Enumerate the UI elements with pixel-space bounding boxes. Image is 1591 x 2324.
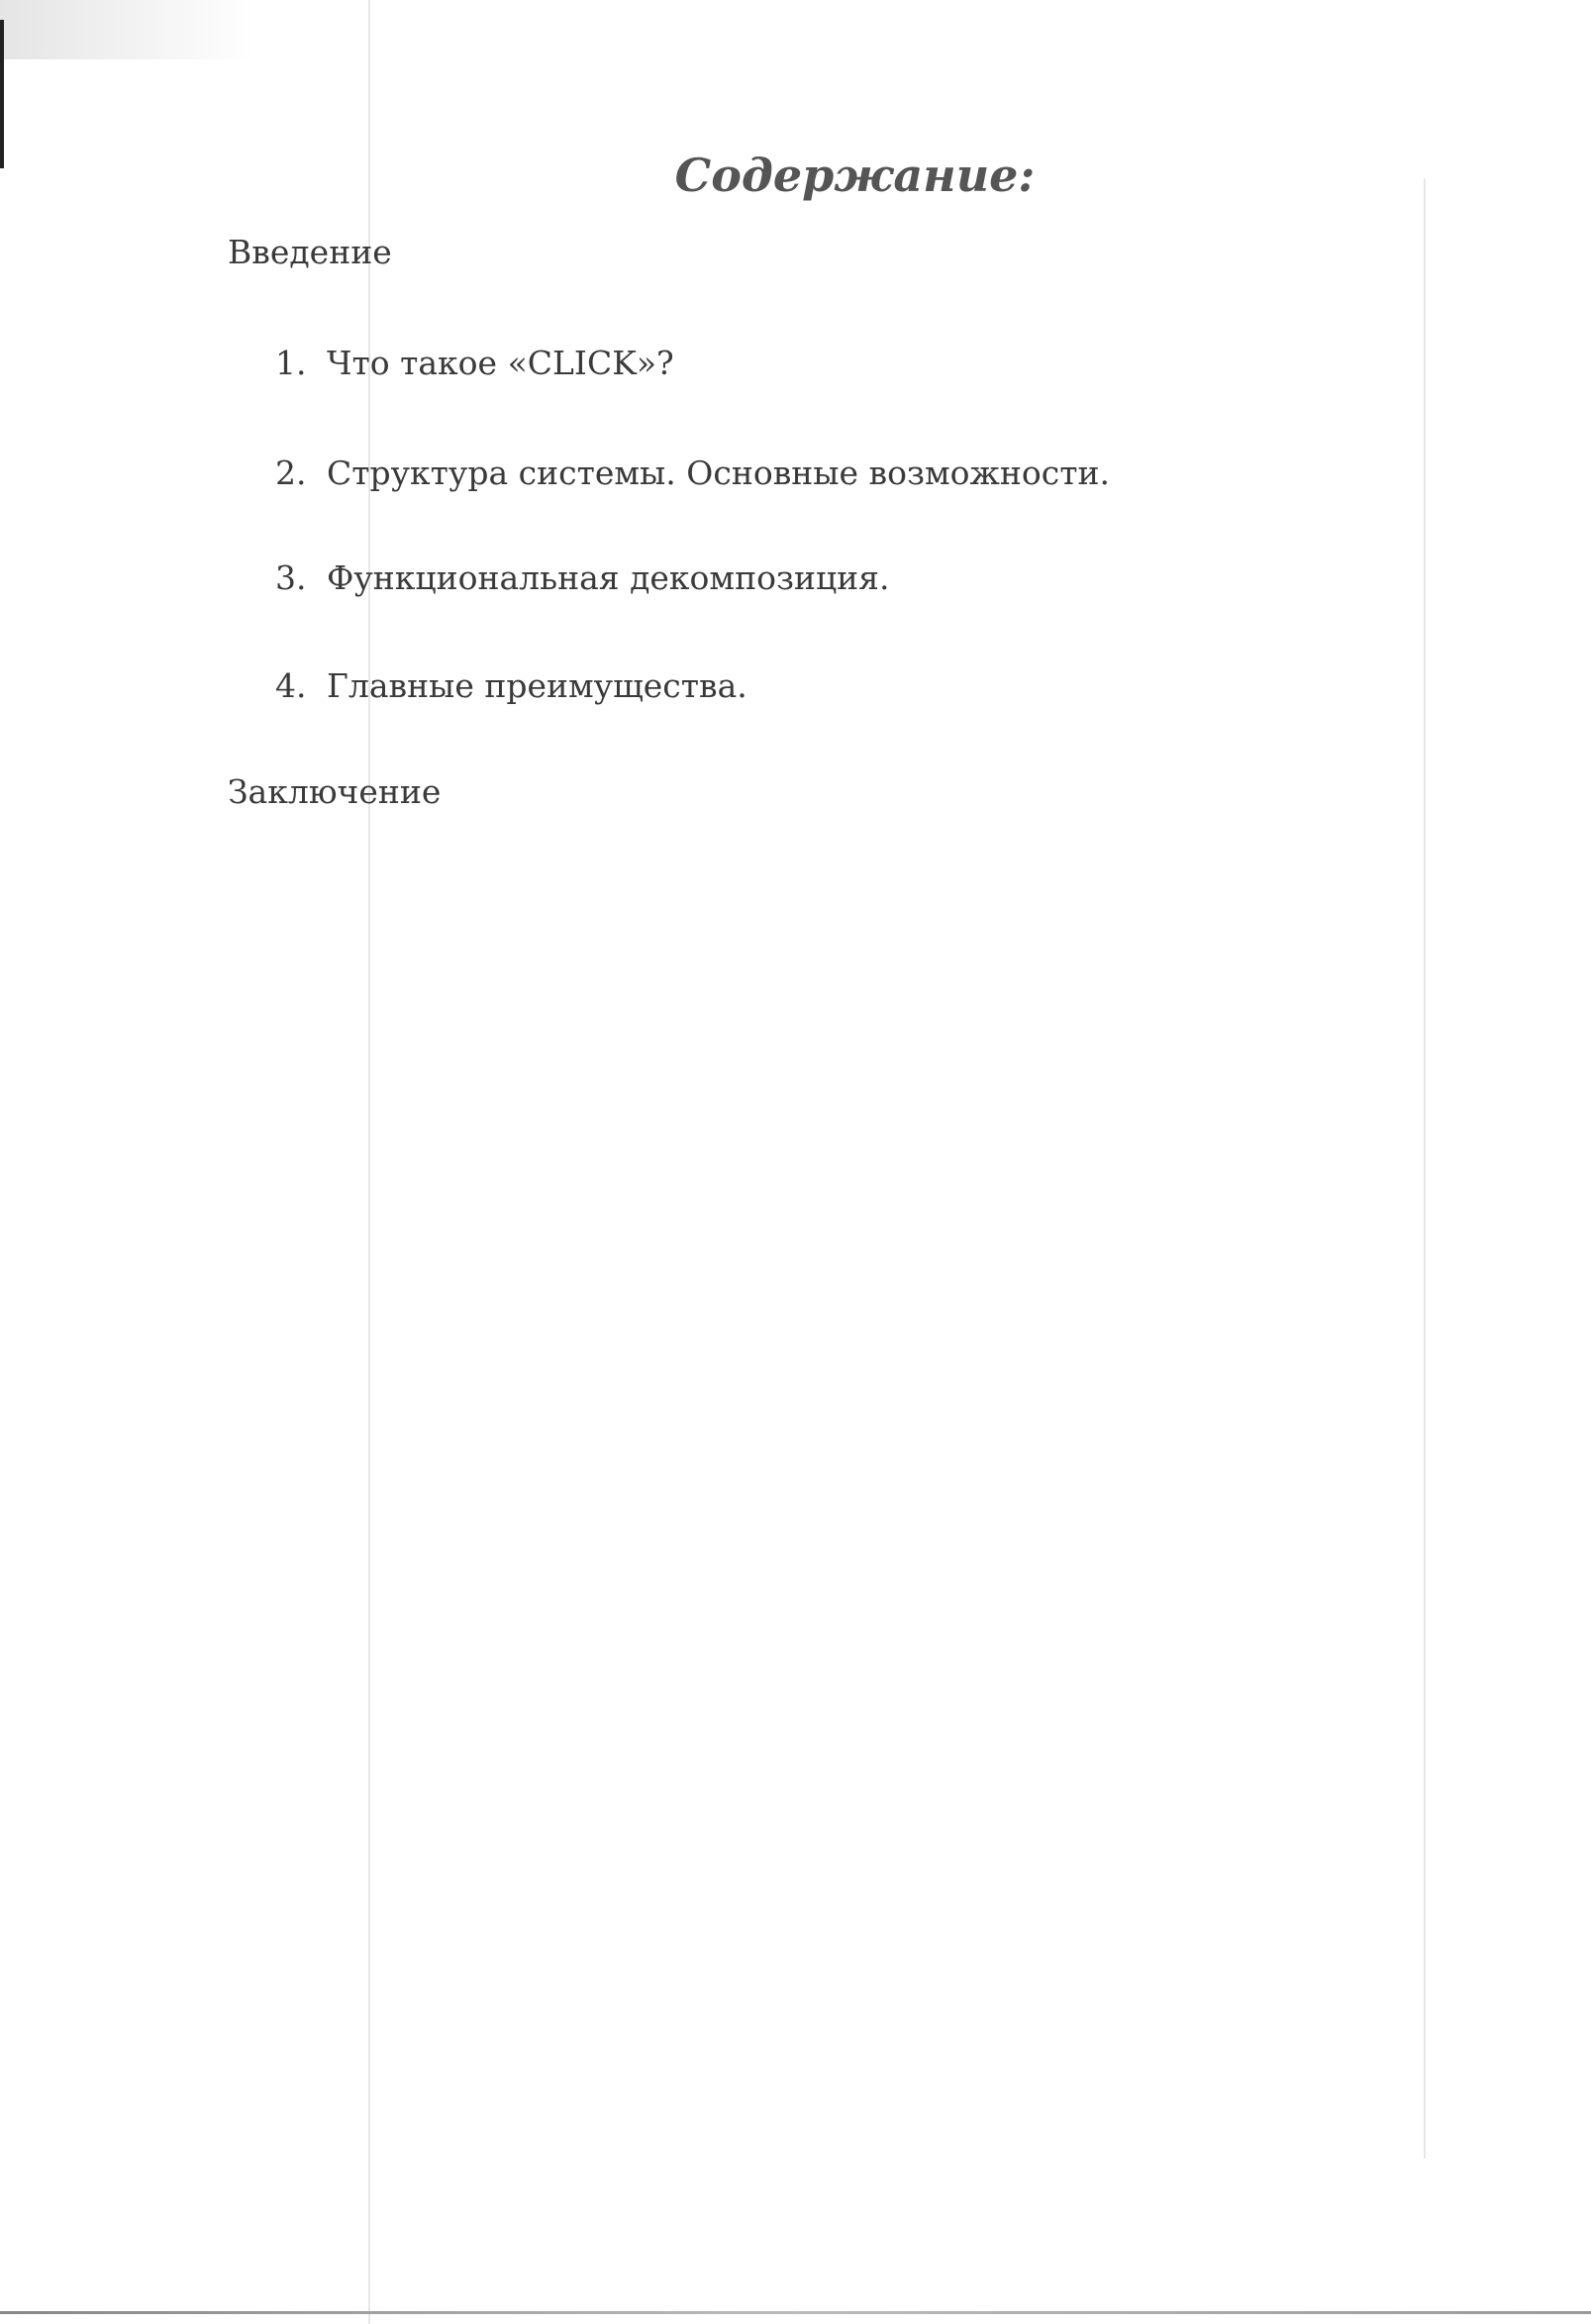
toc-item: [275, 344, 674, 382]
toc-intro: Введение: [228, 233, 392, 271]
toc-item-text: Главные преимущества.: [327, 666, 747, 705]
scan-shadow: [0, 0, 257, 59]
toc-item-text: Функциональная декомпозиция.: [327, 558, 890, 597]
toc-item-number: 1.: [275, 344, 307, 382]
toc-item-number: 2.: [275, 454, 307, 492]
bleed-line: [1424, 178, 1426, 2159]
toc-item-text: Структура системы. Основные возможности.: [327, 454, 1110, 492]
toc-item: [275, 454, 1110, 492]
page-title: Содержание:: [674, 149, 1036, 202]
scan-edge-left: [0, 20, 4, 168]
toc-item-number: 4.: [275, 666, 307, 705]
scan-edge-bottom: [0, 2311, 1591, 2314]
toc-item: [275, 558, 889, 597]
toc-item: [275, 666, 747, 705]
toc-item-text: Что такое «CLICK»?: [327, 344, 674, 382]
toc-conclusion: Заключение: [228, 772, 442, 811]
toc-item-number: 3.: [275, 558, 307, 597]
